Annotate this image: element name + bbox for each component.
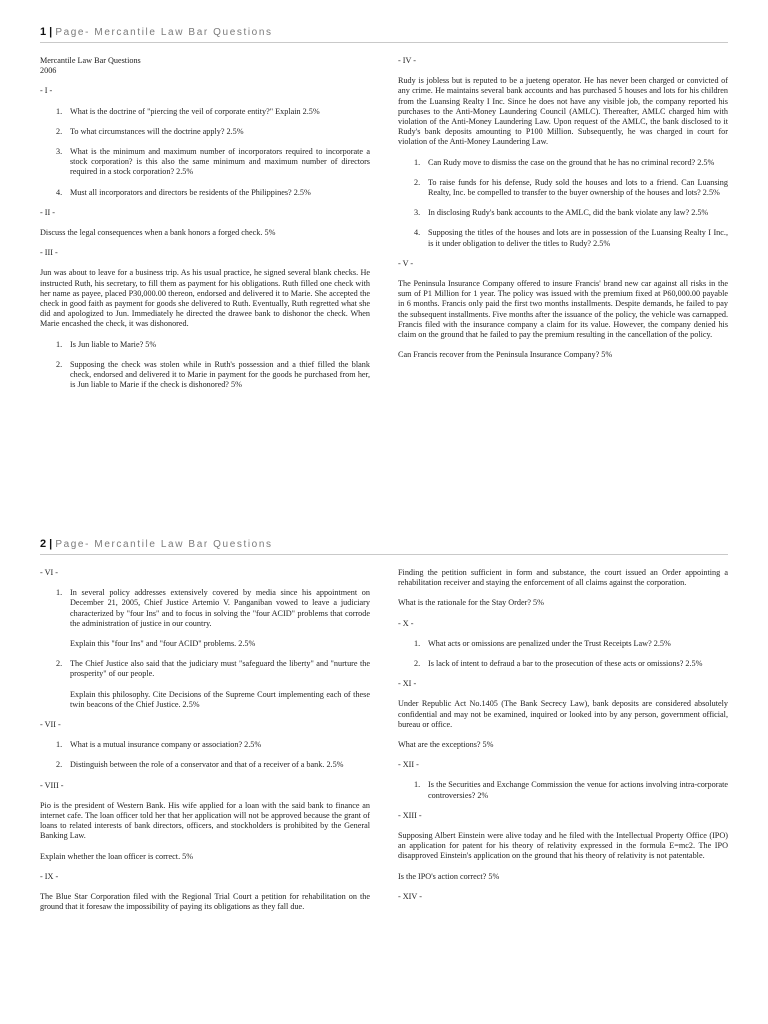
- list-item: 1. What is the doctrine of "piercing the veil of corporate entity?" Explain 2.5%: [56, 106, 320, 116]
- section-heading: - III -: [40, 248, 58, 258]
- list-item: 1. What acts or omissions are penalized under the Trust Receipts Law? 2.5%: [414, 638, 671, 648]
- question-list: [40, 340, 370, 391]
- list-item: 2. Distinguish between the role of a conservator and that of a receiver of a bank. 2.5%: [56, 760, 344, 770]
- list-item: 2. The Chief Justice also said that the judiciary must "safeguard the liberty" and "nurture the prosperity" of our people. Explain this philosophy. Cite Decisions of the Supreme Court implementing each of these twin beacons of the Chief Justice. 2.5%: [56, 659, 370, 709]
- paragraph: Supposing Albert Einstein were alive today and he filed with the Intellectual Property Office (IPO) an application for patent for his theory of relativity expressed in the formula E=mc2. The IPO disapproved Einstein's application on the ground that his theory of relativity is not patentable.: [398, 831, 728, 861]
- page-number: 2: [40, 538, 47, 550]
- section-heading: - IV -: [398, 56, 417, 65]
- section-heading: - XI -: [398, 679, 417, 689]
- list-item: 1. Is the Securities and Exchange Commission the venue for actions involving intra-corporate controversies? 2%: [414, 780, 728, 800]
- list-item: 2. To raise funds for his defense, Rudy sold the houses and lots to a friend. Can Luansing Realty, Inc. be compelled to transfer to the buyer ownership of the houses and lots? 2.5%: [414, 177, 728, 198]
- question-text: What is the rationale for the Stay Order? 5%: [398, 598, 544, 608]
- page-2: [0, 512, 768, 1020]
- paragraph: Under Republic Act No.1405 (The Bank Secrecy Law), bank deposits are considered absolutely confidential and may not be examined, inquired or looked into by any person, government official, bureau or office.: [398, 699, 728, 729]
- paragraph: Jun was about to leave for a business trip. As his usual practice, he signed several blank checks. He instructed Ruth, his secretary, to fill them as payment for his obligations. Ruth filled one check with her name as payee, placed P30,000.00 thereon, endorsed and delivered it to Marie. She accepted the check in good faith as payment for goods she delivered to Ruth. Eventually, Ruth regretted what she did and apologized to Jun. Immediately he directed the drawee bank to dishonor the check. When Marie encashed the check, it was dishonored.: [40, 268, 370, 329]
- paragraph: Pio is the president of Western Bank. His wife applied for a loan with the said bank to finance an internet cafe. The loan officer told her that her application will not be approved because the grant of loans to related interests of bank directors, officers, and stockholders is prohibited by the General Banking Law.: [40, 800, 370, 841]
- list-item: 4. Supposing the titles of the houses and lots are in possession of the Luansing Realty I Inc., is it under obligation to deliver the titles to Rudy? 2.5%: [414, 228, 728, 248]
- question-list: [398, 639, 728, 669]
- page-header: 1 | Page- Mercantile Law Bar Questions: [40, 26, 728, 43]
- list-item: 3. What is the minimum and maximum number of incorporators required to incorporate a stock corporation? is this also the same minimum and maximum number of directors required in a stock corporation? 2.5%: [56, 147, 370, 177]
- section-heading: - I -: [40, 86, 53, 96]
- paragraph: Rudy is jobless but is reputed to be a jueteng operator. He has never been charged or convicted of any crime. He maintains several bank accounts and has purchased 5 houses and lots for his children from the Luansing Realty I Inc. Since he does not have any visible job, the company reported his purchases to the Anti-Money Laundering Council (AMLC). Thereafter, AMLC charged him with violation of the Anti-Money Laundering Law. Upon request of the AMLC, the bank disclosed to it Rudy's bank deposits amounting to P100 Million. Subsequently, he was charged in court for violation of the Anti-Money Laundering Law.: [398, 76, 728, 147]
- section-heading: - VIII -: [40, 780, 64, 790]
- question-text: What are the exceptions? 5%: [398, 740, 494, 750]
- right-column: [398, 568, 728, 912]
- list-item: 1. Can Rudy move to dismiss the case on the ground that he has no criminal record? 2.5%: [414, 157, 715, 167]
- list-item: 2. Supposing the check was stolen while in Ruth's possession and a thief filled the blank check, endorsed and delivered it to Marie in payment for the goods he purchased from her, is Jun liable to Marie if the check is dishonored? 5%: [56, 359, 370, 390]
- sub-question: Explain this philosophy. Cite Decisions of the Supreme Court implementing each of these twin beacons of the Chief Justice. 2.5%: [70, 689, 370, 709]
- sub-question: Explain this "four Ins" and "four ACID" problems. 2.5%: [70, 639, 256, 649]
- question-list: [398, 780, 728, 800]
- question-text: Is the IPO's action correct? 5%: [398, 871, 500, 881]
- question-text: Explain whether the loan officer is correct. 5%: [40, 851, 194, 861]
- section-heading: - XII -: [398, 760, 419, 770]
- right-column: [398, 56, 728, 370]
- list-item: 3. In disclosing Rudy's bank accounts to the AMLC, did the bank violate any law? 2.5%: [414, 208, 709, 218]
- section-heading: - X -: [398, 618, 414, 628]
- document-title: Mercantile Law Bar Questions 2006: [40, 56, 141, 76]
- section-heading: - II -: [40, 207, 55, 217]
- question-text: Can Francis recover from the Peninsula Insurance Company? 5%: [398, 350, 613, 360]
- paragraph: The Blue Star Corporation filed with the Regional Trial Court a petition for rehabilitation on the ground that it foresaw the impossibility of paying its obligations as they fall due.: [40, 892, 370, 912]
- paragraph: Discuss the legal consequences when a bank honors a forged check. 5%: [40, 228, 276, 238]
- section-heading: - VI -: [40, 568, 59, 577]
- list-item: 2. To what circumstances will the doctrine apply? 2.5%: [56, 126, 244, 136]
- header-title: Page- Mercantile Law Bar Questions: [55, 27, 273, 38]
- section-heading: - VII -: [40, 720, 61, 730]
- page-header: 2 | Page- Mercantile Law Bar Questions: [40, 538, 728, 555]
- question-list: [398, 158, 728, 249]
- question-list: [40, 107, 370, 198]
- paragraph: Finding the petition sufficient in form and substance, the court issued an Order appointing a rehabilitation receiver and staying the enforcement of all claims against the corporation.: [398, 568, 728, 588]
- list-item: 1. What is a mutual insurance company or association? 2.5%: [56, 740, 262, 750]
- header-title: Page- Mercantile Law Bar Questions: [55, 539, 273, 550]
- page-1: [0, 0, 768, 508]
- list-item: 4. Must all incorporators and directors be residents of the Philippines? 2.5%: [56, 187, 311, 197]
- list-item: 2. Is lack of intent to defraud a bar to the prosecution of these acts or omissions? 2.5%: [414, 659, 703, 669]
- list-item: 1. In several policy addresses extensively covered by media since his appointment on December 21, 2005, Chief Justice Artemio V. Panganiban vowed to leave a judiciary characterized by "four Ins" and to focus in solving the "four ACID" problems that corrode the administration of justice in our country. Explain this "four Ins" and "four ACID" problems. 2.5%: [56, 588, 370, 649]
- section-heading: - V -: [398, 258, 414, 268]
- paragraph: The Peninsula Insurance Company offered to insure Francis' brand new car against all risks in the sum of P1 Million for 1 year. The policy was issued with the premium fixed at P60,000.00 payable in 6 months. Francis only paid the first two months installments. Despite demands, he failed to pay the subsequent installments. Five months after the issuance of the policy, the vehicle was carnapped. Francis filed with the insurance company a claim for its value. However, the company denied his claim on the ground that he failed to pay the premium resulting in the cancellation of the policy.: [398, 279, 728, 340]
- section-heading: - XIII -: [398, 810, 422, 820]
- left-column: [40, 568, 370, 922]
- section-heading: - IX -: [40, 871, 59, 881]
- left-column: [40, 56, 370, 400]
- page-number: 1: [40, 26, 47, 38]
- list-item: 1. Is Jun liable to Marie? 5%: [56, 339, 157, 349]
- question-list: [40, 740, 370, 770]
- section-heading: - XIV -: [398, 891, 422, 901]
- question-list: [40, 588, 370, 710]
